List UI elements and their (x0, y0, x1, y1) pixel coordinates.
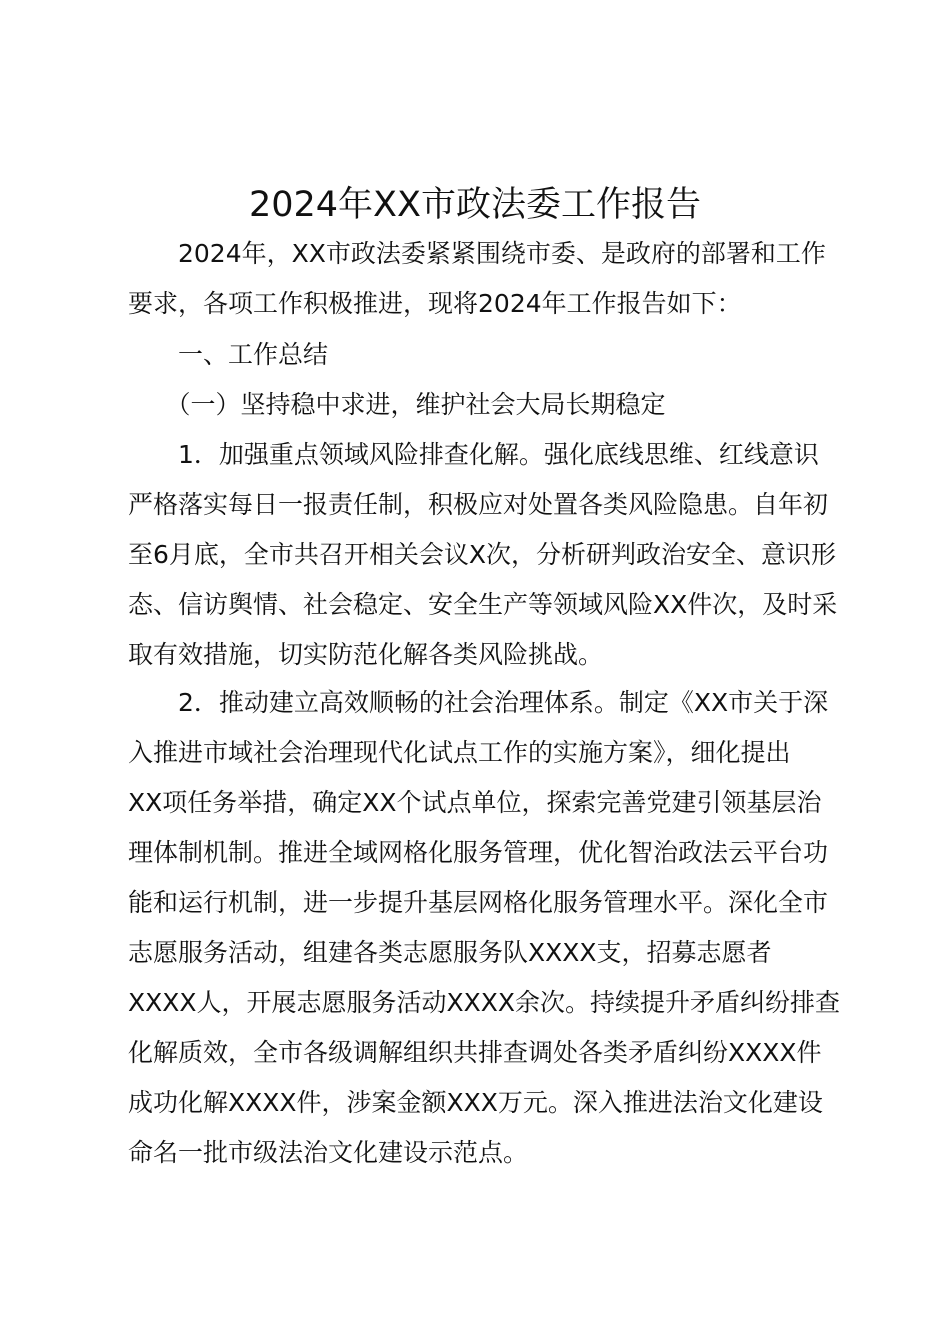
intro-line-2: 要求，各项工作积极推进，现将2024年工作报告如下： (128, 289, 742, 318)
item-2-line-6: 志愿服务活动，组建各类志愿服务队XXXX支，招募志愿者 (128, 938, 772, 967)
item-1-line-5: 取有效措施，切实防范化解各类风险挑战。 (128, 640, 604, 669)
item-1-line-4: 态、信访舆情、社会稳定、安全生产等领域风险XX件次，及时采 (128, 590, 838, 619)
item-2-line-8: 化解质效，全市各级调解组织共排查调处各类矛盾纠纷XXXX件 (128, 1038, 822, 1067)
intro-line-1: 2024年，XX市政法委紧紧围绕市委、是政府的部署和工作 (128, 239, 826, 268)
item-2-line-2: 入推进市域社会治理现代化试点工作的实施方案》，细化提出 (128, 738, 791, 767)
section-heading: 一、工作总结 (128, 340, 329, 369)
item-2-line-1: 2．推动建立高效顺畅的社会治理体系。制定《XX市关于深 (128, 688, 829, 717)
subsection-heading: （一）坚持稳中求进，维护社会大局长期稳定 (128, 390, 666, 419)
item-2-line-7: XXXX人，开展志愿服务活动XXXX余次。持续提升矛盾纠纷排查 (128, 988, 841, 1017)
document-title: 2024年XX市政法委工作报告 (248, 185, 702, 225)
item-1-line-2: 严格落实每日一报责任制，积极应对处置各类风险隐患。自年初 (128, 490, 829, 519)
item-2-line-10: 命名一批市级法治文化建设示范点。 (128, 1138, 529, 1167)
item-2-line-5: 能和运行机制，进一步提升基层网格化服务管理水平。深化全市 (128, 888, 829, 917)
item-1-line-1: 1．加强重点领域风险排查化解。强化底线思维、红线意识 (128, 440, 819, 469)
item-2-line-4: 理体制机制。推进全域网格化服务管理，优化智治政法云平台功 (128, 838, 829, 867)
item-1-line-3: 至6月底，全市共召开相关会议X次，分析研判政治安全、意识形 (128, 540, 837, 569)
item-2-line-3: XX项任务举措，确定XX个试点单位，探索完善党建引领基层治 (128, 788, 822, 817)
item-2-line-9: 成功化解XXXX件，涉案金额XXX万元。深入推进法治文化建设 (128, 1088, 823, 1117)
